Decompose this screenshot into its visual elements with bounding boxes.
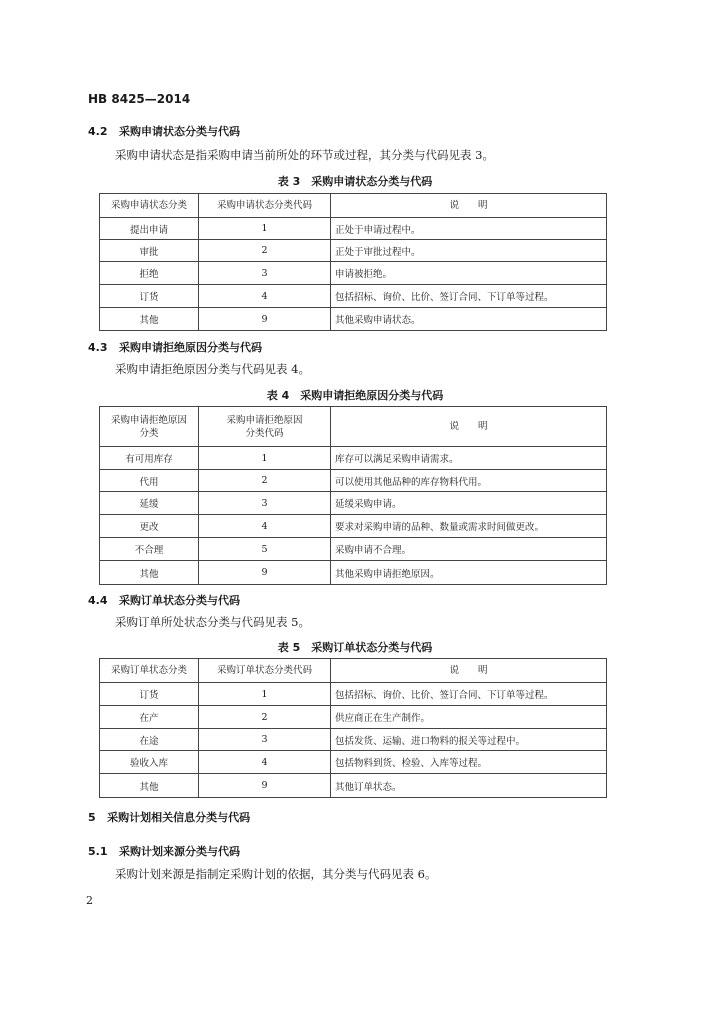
table-cell: 其他订单状态。 (331, 774, 607, 798)
header-cell: 采购订单状态分类 (100, 659, 199, 683)
table-cell: 订货 (100, 285, 199, 308)
table-cell: 订货 (100, 683, 199, 706)
table-cell: 提出申请 (100, 218, 199, 240)
table-cell: 拒绝 (100, 262, 199, 285)
table-cell: 可以使用其他品种的库存物料代用。 (331, 470, 607, 492)
chapter-title: 采购计划相关信息分类与代码 (107, 811, 251, 824)
table-cell: 9 (199, 561, 331, 585)
table-cell: 采购申请不合理。 (331, 538, 607, 561)
table-cell: 代用 (100, 470, 199, 492)
table-4 (99, 406, 607, 585)
table-cell: 包括招标、询价、比价、签订合同、下订单等过程。 (331, 285, 607, 308)
table-cell: 包括物料到货、检验、入库等过程。 (331, 751, 607, 774)
table-row (100, 447, 607, 470)
table-cell: 有可用库存 (100, 447, 199, 470)
table-cell: 其他 (100, 774, 199, 798)
table-cell: 在产 (100, 706, 199, 729)
section-title: 采购申请状态分类与代码 (119, 125, 240, 138)
table-row (100, 706, 607, 729)
table-row (100, 285, 607, 308)
table-cell: 9 (199, 774, 331, 798)
table-cell: 3 (199, 262, 331, 285)
header-cell: 采购申请拒绝原因 分类代码 (199, 407, 331, 447)
table-cell: 在途 (100, 729, 199, 751)
table-cell: 2 (199, 240, 331, 262)
table-row (100, 240, 607, 262)
table-cell: 正处于审批过程中。 (331, 240, 607, 262)
section-4-2-heading (88, 123, 240, 139)
table-cell: 更改 (100, 515, 199, 538)
table-row (100, 218, 607, 240)
section-4-4-heading (88, 592, 240, 608)
table-cell: 3 (199, 492, 331, 515)
section-5-1-text: 采购计划来源是指制定采购计划的依据，其分类与代码见表 6。 (115, 867, 437, 881)
header-cell: 采购申请状态分类代码 (199, 194, 331, 218)
table-cell: 验收入库 (100, 751, 199, 774)
standard-code: HB 8425—2014 (88, 92, 191, 106)
section-number: 4.2 (88, 125, 108, 138)
section-title: 采购计划来源分类与代码 (119, 845, 240, 858)
table-5 (99, 658, 607, 798)
table-cell: 不合理 (100, 538, 199, 561)
table-row (100, 729, 607, 751)
table-cell: 2 (199, 470, 331, 492)
header-cell: 说 明 (331, 407, 607, 447)
header-cell: 说 明 (331, 659, 607, 683)
section-number: 4.4 (88, 594, 108, 607)
table-cell: 5 (199, 538, 331, 561)
table-4-caption: 表 4 采购申请拒绝原因分类与代码 (266, 389, 444, 402)
table-cell: 其他采购申请拒绝原因。 (331, 561, 607, 585)
section-4-3-heading (88, 339, 262, 355)
table-cell: 1 (199, 218, 331, 240)
section-title: 采购申请拒绝原因分类与代码 (119, 341, 262, 354)
table-5-caption: 表 5 采购订单状态分类与代码 (277, 641, 433, 654)
table-header-row (100, 407, 607, 447)
table-cell: 审批 (100, 240, 199, 262)
section-4-4-text: 采购订单所处状态分类与代码见表 5。 (115, 615, 310, 629)
table-row (100, 751, 607, 774)
table-cell: 1 (199, 683, 331, 706)
table-header-row (100, 194, 607, 218)
table-cell: 申请被拒绝。 (331, 262, 607, 285)
table-cell: 3 (199, 729, 331, 751)
table-row (100, 262, 607, 285)
table-row (100, 308, 607, 331)
table-row (100, 538, 607, 561)
page-number: 2 (86, 894, 93, 907)
table-cell: 2 (199, 706, 331, 729)
header-cell: 采购订单状态分类代码 (199, 659, 331, 683)
table-cell: 9 (199, 308, 331, 331)
table-row (100, 492, 607, 515)
table-cell: 1 (199, 447, 331, 470)
table-row (100, 470, 607, 492)
table-cell: 库存可以满足采购申请需求。 (331, 447, 607, 470)
table-cell: 其他 (100, 308, 199, 331)
chapter-5-heading (88, 809, 250, 825)
section-5-1-heading (88, 843, 240, 859)
section-title: 采购订单状态分类与代码 (119, 594, 240, 607)
section-4-2-text: 采购申请状态是指采购申请当前所处的环节或过程，其分类与代码见表 3。 (115, 148, 494, 162)
table-cell: 供应商正在生产制作。 (331, 706, 607, 729)
table-cell: 延缓 (100, 492, 199, 515)
section-number: 5.1 (88, 845, 108, 858)
table-cell: 4 (199, 751, 331, 774)
table-row (100, 515, 607, 538)
table-cell: 4 (199, 285, 331, 308)
chapter-number: 5 (88, 811, 96, 824)
table-cell: 延缓采购申请。 (331, 492, 607, 515)
table-cell: 要求对采购申请的品种、数量或需求时间做更改。 (331, 515, 607, 538)
header-cell: 说 明 (331, 194, 607, 218)
table-row (100, 774, 607, 798)
table-row (100, 561, 607, 585)
table-3-caption: 表 3 采购申请状态分类与代码 (277, 175, 433, 188)
table-cell: 其他 (100, 561, 199, 585)
section-number: 4.3 (88, 341, 108, 354)
table-3 (99, 193, 607, 331)
table-cell: 正处于申请过程中。 (331, 218, 607, 240)
table-cell: 其他采购申请状态。 (331, 308, 607, 331)
table-cell: 包括招标、询价、比价、签订合同、下订单等过程。 (331, 683, 607, 706)
table-cell: 包括发货、运输、进口物料的报关等过程中。 (331, 729, 607, 751)
table-row (100, 683, 607, 706)
header-cell: 采购申请拒绝原因 分类 (100, 407, 199, 447)
section-4-3-text: 采购申请拒绝原因分类与代码见表 4。 (115, 362, 310, 376)
table-cell: 4 (199, 515, 331, 538)
table-header-row (100, 659, 607, 683)
header-cell: 采购申请状态分类 (100, 194, 199, 218)
